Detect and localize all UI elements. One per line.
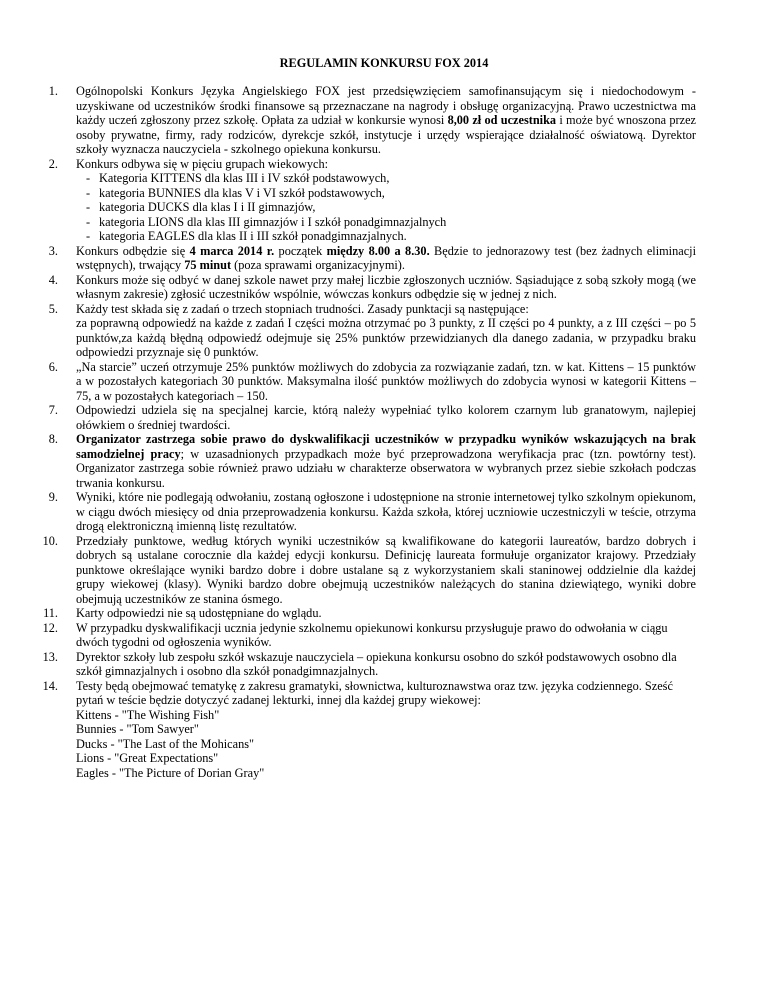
age-category-item: - kategoria EAGLES dla klas II i III szkół ponadgimnazjalnych.	[86, 229, 407, 243]
age-category-item: - kategoria LIONS dla klas III gimnazjów i I szkół ponadgimnazjalnych	[86, 214, 447, 229]
rule-number: 2.	[48, 156, 58, 171]
rule-number: 7.	[48, 403, 58, 417]
rule-number: 10.	[42, 533, 58, 548]
scoring-rules: za poprawną odpowiedź na każde z zadań I części można otrzymać po 3 punkty, z II części po 4 punkty, a z III części – po 5 punktów,za każdą błędną odpowiedź odejmuje się 25% punktów przewidzianych dla danego zadania, w przypadku braku odpowiedzi przyznaje się 0 punktów.	[76, 316, 696, 359]
rule-text: „Na starcie” uczeń otrzymuje 25% punktów możliwych do zdobycia za rozwiązanie zadań, tzn. w kat. Kittens – 15 punktów a w pozostałych kategoriach 30 punktów. Maksymalna ilość punktów możliwych do zdobycia wynosi w kategorii Kittens – 75, a w pozostałych kategoriach – 150.	[76, 359, 696, 403]
contest-duration: 75 minut	[184, 258, 232, 272]
rule-number: 9.	[48, 490, 58, 504]
rule-3	[48, 243, 696, 273]
disqualification-notice: Organizator zastrzega sobie prawo do dyskwalifikacji uczestników w przypadku wyników wskazujących na brak samodzielnej pracy	[76, 432, 696, 461]
rule-14	[42, 678, 696, 781]
rule-13	[42, 649, 696, 679]
reading-list-item: Eagles - "The Picture of Dorian Gray"	[76, 765, 265, 780]
rule-2	[48, 156, 696, 244]
rule-text: Wyniki, które nie podlegają odwołaniu, zostaną ogłoszone i udostępnione na stronie internetowej tylko szkolnym opiekunom, w ciągu dwóch miesięcy od dnia przeprowadzenia konkursu. Każda szkoła, której uczniowie uczestniczyli w teście, otrzyma drogą elektroniczną imienną listę rezultatów.	[76, 490, 696, 533]
age-category-item: - kategoria DUCKS dla klas I i II gimnazjów,	[86, 200, 316, 214]
rule-number: 8.	[48, 432, 58, 446]
rule-text: Ogólnopolski Konkurs Języka Angielskiego FOX jest przedsięwzięciem samofinansującym się i niedochodowym - uzyskiwane od uczestników środki finansowe są przeznaczane na nagrody i obsługę organizacyjną. Prawo uczestnictwa ma każdy uczeń zgłoszony przez szkołę. Opłata za udział w konkursie wynosi 8,00 zł od uczestnika i może być wnoszona przez osoby prywatne, firmy, rady rodziców, dyrekcje szkół, instytucje i urzędy wspierające działalność oświatową. Dyrektor szkoły wyznacza nauczyciela - szkolnego opiekuna konkursu.	[76, 84, 696, 156]
rule-text: Karty odpowiedzi nie są udostępniane do wglądu.	[76, 606, 322, 620]
rule-text: W przypadku dyskwalifikacji ucznia jedynie szkolnemu opiekunowi konkursu przysługuje prawo do odwołania w ciągu dwóch tygodni od ogłoszenia wyników.	[76, 620, 668, 649]
rule-text: Konkurs może się odbyć w danej szkole nawet przy małej liczbie zgłoszonych uczniów. Sąsiadujące z sobą szkoły mogą (we własnym zakresie) zgłosić uczestników wspólnie, wówczas konkurs odbędzie się w jednej z nich.	[76, 272, 696, 301]
rule-1	[48, 84, 696, 157]
age-category-item: - Kategoria KITTENS dla klas III i IV szkół podstawowych,	[86, 171, 390, 185]
rule-number: 13.	[42, 649, 58, 664]
rule-number: 14.	[42, 678, 58, 693]
reading-list-item: Ducks - "The Last of the Mohicans"	[76, 736, 255, 751]
rule-number: 11.	[43, 606, 58, 620]
rule-number: 4.	[48, 272, 58, 287]
age-category-list	[76, 171, 696, 244]
rule-text: Testy będą obejmować tematykę z zakresu gramatyki, słownictwa, kulturoznawstwa oraz tzw. języka codziennego. Sześć pytań w teście będzie dotyczyć zadanej lekturki, innej dla każdej grupy wiekowej:	[76, 678, 673, 707]
rule-6	[48, 359, 696, 404]
document-title: REGULAMIN KONKURSU FOX 2014	[279, 56, 489, 70]
rule-4	[48, 272, 696, 302]
rule-number: 12.	[42, 620, 58, 635]
rule-text: Każdy test składa się z zadań o trzech stopniach trudności. Zasady punktacji są następujące:	[76, 301, 529, 316]
rule-number: 3.	[48, 243, 58, 258]
rule-text: Konkurs odbędzie się 4 marca 2014 r. początek między 8.00 a 8.30. Będzie to jednorazowy test (bez żadnych eliminacji wstępnych), trwający 75 minut (poza sprawami organizacyjnymi).	[76, 243, 696, 272]
rule-11	[43, 606, 696, 621]
reading-list-item: Lions - "Great Expectations"	[76, 751, 219, 765]
contest-date: 4 marca 2014 r.	[189, 243, 275, 258]
reading-list-item: Bunnies - "Tom Sawyer"	[76, 722, 199, 736]
rule-8	[48, 432, 697, 490]
contest-start-time: między 8.00 a 8.30.	[326, 243, 430, 258]
reading-list	[76, 708, 696, 781]
rule-5	[48, 301, 696, 360]
rule-10	[42, 533, 696, 607]
rule-text: Konkurs odbywa się w pięciu grupach wiekowych:	[76, 156, 329, 171]
fee-amount: 8,00 zł od uczestnika	[447, 113, 557, 127]
reading-list-item: Kittens - "The Wishing Fish"	[76, 707, 220, 722]
rule-text: Odpowiedzi udziela się na specjalnej karcie, którą należy wypełniać tylko kolorem czarnym lub granatowym, najlepiej ołówkiem o średniej twardości.	[76, 403, 696, 432]
rule-9	[48, 490, 696, 534]
age-category-item: - kategoria BUNNIES dla klas V i VI szkół podstawowych,	[86, 185, 385, 200]
rule-text: Przedziały punktowe, według których wyniki uczestników są kwalifikowane do kategorii laureatów, bardzo dobrych i dobrych są ustalane corocznie dla każdej edycji konkursu. Definicję laureata formułuje organizator krajowy. Przedziały punktowe określające wyniki bardzo dobre i dobre ustalane są z wykorzystaniem skali staninowej oddzielnie dla każdej grupy wiekowej (klasy). Wyniki bardzo dobre obejmują uczestników należących do stanina dziewiątego, wyniki dobre obejmują uczestników ze stanina ósmego.	[76, 533, 696, 606]
rules-list	[42, 84, 697, 780]
rule-text: Dyrektor szkoły lub zespołu szkół wskazuje nauczyciela – opiekuna konkursu osobno do szkół podstawowych osobno dla szkół gimnazjalnych i osobno dla szkół ponadgimnazjalnych.	[76, 649, 677, 678]
rule-text: Organizator zastrzega sobie prawo do dyskwalifikacji uczestników w przypadku wyników wskazujących na brak samodzielnej pracy; w uzasadnionych przypadkach może być przeprowadzona weryfikacja prac (tzn. powtórny test). Organizator zastrzega sobie również prawo udziału w charakterze obserwatora w wybranych przez siebie szkołach podczas trwania konkursu.	[76, 432, 697, 490]
rule-number: 6.	[48, 359, 58, 374]
rule-number: 1.	[48, 84, 58, 98]
rule-7	[48, 403, 696, 432]
rule-number: 5.	[48, 301, 58, 316]
rule-12	[42, 620, 696, 650]
